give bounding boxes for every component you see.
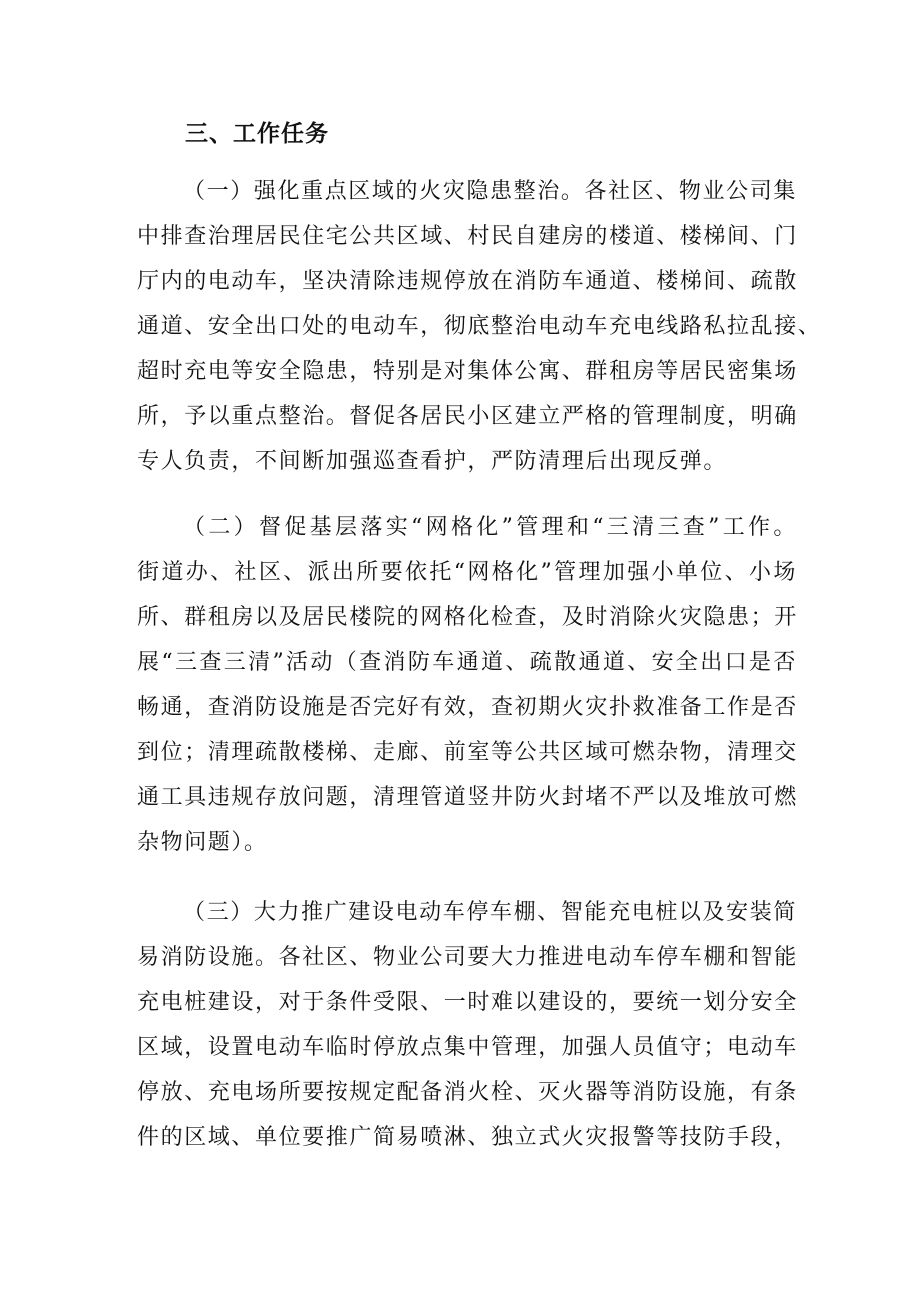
- paragraph-line: 所，予以重点整治。督促各居民小区建立严格的管理制度，明确: [137, 404, 798, 429]
- paragraph-line: （二）督促基层落实“网格化”管理和“三清三查”工作。: [183, 515, 797, 540]
- paragraph-line: 区域，设置电动车临时停放点集中管理，加强人员值守；电动车: [137, 1035, 798, 1060]
- paragraph-line: 展“三查三清”活动（查消防车通道、疏散通道、安全出口是否: [137, 650, 797, 675]
- paragraph-line: 到位；清理疏散楼梯、走廊、前室等公共区域可燃杂物，清理交: [137, 740, 798, 765]
- paragraph-line: 厅内的电动车，坚决清除违规停放在消防车通道、楼梯间、疏散: [137, 269, 798, 294]
- paragraph-line: 所、群租房以及居民楼院的网格化检查，及时消除火灾隐患；开: [137, 605, 798, 630]
- section-heading: 三、工作任务: [185, 121, 329, 147]
- paragraph-line: 杂物问题）。: [137, 830, 268, 855]
- paragraph-3: [137, 890, 797, 1160]
- paragraph-line: （三）大力推广建设电动车停车棚、智能充电桩以及安装简: [183, 900, 797, 925]
- paragraph-line: 通道、安全出口处的电动车，彻底整治电动车充电线路私拉乱接、: [137, 314, 822, 339]
- paragraph-line: 畅通，查消防设施是否完好有效，查初期火灾扑救准备工作是否: [137, 695, 798, 720]
- paragraph-line: 街道办、社区、派出所要依托“网格化”管理加强小单位、小场: [137, 560, 797, 585]
- paragraph-2: [137, 505, 797, 865]
- paragraph-line: 专人负责，不间断加强巡查看护，严防清理后出现反弹。: [137, 449, 728, 474]
- paragraph-line: 件的区域、单位要推广简易喷淋、独立式火灾报警等技防手段，: [137, 1125, 798, 1150]
- paragraph-line: 停放、充电场所要按规定配备消火栓、灭火器等消防设施，有条: [137, 1080, 798, 1105]
- paragraph-line: （一）强化重点区域的火灾隐患整治。各社区、物业公司集: [183, 179, 797, 204]
- paragraph-line: 易消防设施。各社区、物业公司要大力推进电动车停车棚和智能: [137, 945, 798, 970]
- paragraph-line: 通工具违规存放问题，清理管道竖井防火封堵不严以及堆放可燃: [137, 785, 798, 810]
- paragraph-line: 中排查治理居民住宅公共区域、村民自建房的楼道、楼梯间、门: [137, 224, 798, 249]
- paragraph-line: 超时充电等安全隐患，特别是对集体公寓、群租房等居民密集场: [137, 359, 798, 384]
- paragraph-1: [137, 169, 822, 484]
- paragraph-line: 充电桩建设，对于条件受限、一时难以建设的，要统一划分安全: [137, 990, 798, 1015]
